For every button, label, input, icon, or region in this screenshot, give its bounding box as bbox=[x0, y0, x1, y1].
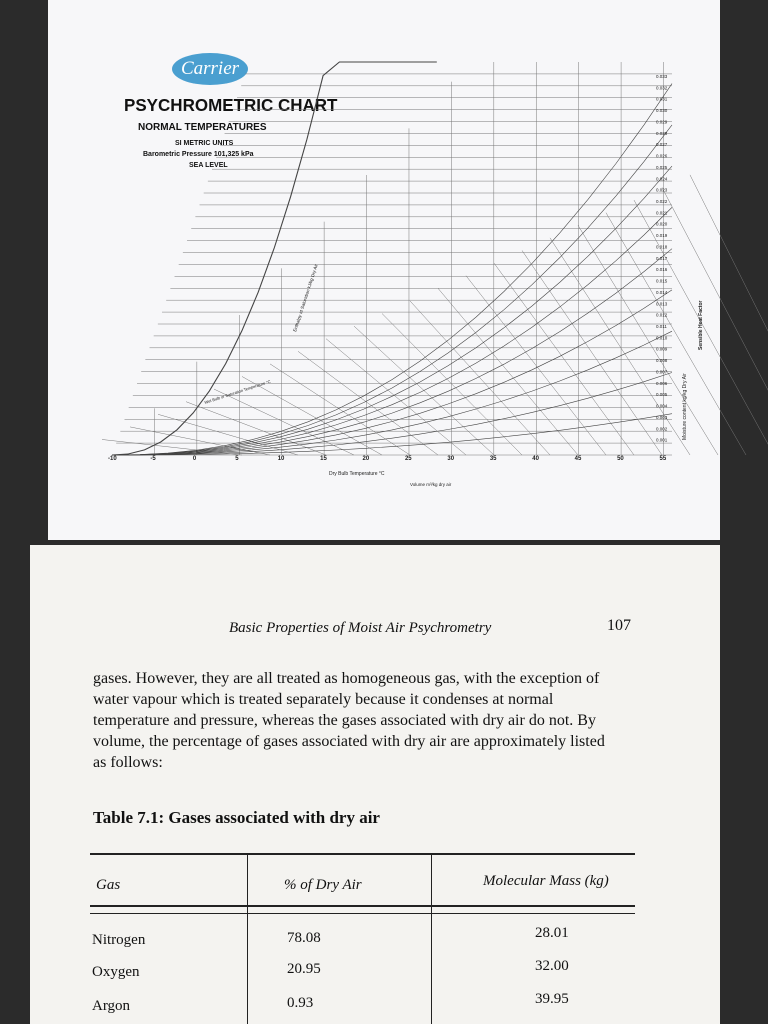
y-tick-label: 0.010 bbox=[656, 335, 668, 341]
table-top-rule bbox=[90, 853, 635, 855]
rh-curve bbox=[112, 331, 672, 455]
y-tick-label: 0.023 bbox=[656, 187, 668, 193]
x-tick-label: 0 bbox=[192, 456, 197, 462]
rh-curve bbox=[112, 249, 672, 455]
x-tick-label: -10 bbox=[108, 456, 117, 462]
body-paragraph bbox=[93, 668, 638, 773]
table-cell: 20.95 bbox=[287, 961, 321, 977]
y-tick-label: 0.020 bbox=[656, 221, 668, 227]
y-tick-label: 0.017 bbox=[656, 255, 668, 261]
rh-curve bbox=[112, 166, 672, 455]
y-tick-label: 0.012 bbox=[656, 312, 668, 318]
x-tick-label: 15 bbox=[320, 456, 327, 462]
y-tick-label: 0.022 bbox=[656, 199, 668, 204]
table-header-gas: Gas bbox=[96, 877, 121, 893]
table-header-rule bbox=[90, 905, 635, 907]
y-tick-label: 0.015 bbox=[656, 278, 668, 284]
y-tick-label: 0.002 bbox=[656, 426, 668, 432]
y-tick-label: 0.009 bbox=[656, 346, 668, 352]
rh-curve bbox=[112, 290, 672, 455]
x-tick-label: -5 bbox=[150, 456, 156, 462]
page-number: 107 bbox=[607, 617, 631, 634]
y-tick-label: 0.031 bbox=[656, 96, 668, 102]
table-col-divider bbox=[431, 854, 432, 1024]
y-tick-label: 0.014 bbox=[656, 289, 668, 295]
y-tick-label: 0.011 bbox=[656, 324, 667, 329]
rh-curve bbox=[112, 84, 672, 455]
y-tick-label: 0.033 bbox=[656, 74, 668, 79]
y-tick-label: 0.016 bbox=[656, 267, 668, 273]
y-axis-label: Moisture content kg/kg Dry Air bbox=[682, 373, 688, 440]
y-tick-label: 0.004 bbox=[656, 403, 668, 409]
rh-curve bbox=[112, 414, 672, 455]
table-cell: 39.95 bbox=[535, 991, 569, 1007]
enthalpy-line bbox=[578, 225, 718, 455]
body-line: temperature and pressure, whereas the gases associated with dry air do not. By bbox=[93, 712, 596, 729]
x-tick-label: 20 bbox=[362, 456, 370, 462]
rh-curve bbox=[112, 373, 672, 456]
carrier-logo: Carrier bbox=[172, 53, 248, 85]
y-tick-label: 0.013 bbox=[656, 301, 668, 307]
x-tick-label: 55 bbox=[659, 456, 667, 462]
y-tick-label: 0.026 bbox=[656, 153, 668, 159]
y-tick-label: 0.018 bbox=[656, 244, 668, 250]
rh-curve bbox=[112, 207, 672, 455]
x-tick-label: 5 bbox=[235, 456, 239, 462]
y-tick-label: 0.006 bbox=[656, 380, 668, 386]
y-tick-label: 0.001 bbox=[656, 437, 668, 443]
y-tick-label: 0.029 bbox=[656, 119, 668, 125]
enthalpy-line bbox=[550, 238, 690, 455]
x-tick-label: 10 bbox=[277, 456, 285, 462]
y-tick-label: 0.027 bbox=[656, 142, 668, 148]
x-tick-label: 30 bbox=[447, 456, 455, 462]
y-tick-label: 0.019 bbox=[656, 233, 668, 239]
y-tick-label: 0.032 bbox=[656, 85, 668, 91]
x-axis-label: Dry Bulb Temperature °C bbox=[329, 471, 385, 477]
chart-subtitle: NORMAL TEMPERATURES bbox=[138, 122, 267, 133]
table-cell: Nitrogen bbox=[92, 932, 146, 948]
y-tick-label: 0.007 bbox=[656, 369, 668, 375]
y-tick-label: 0.024 bbox=[656, 176, 668, 182]
y-tick-label: 0.025 bbox=[656, 164, 668, 170]
x-tick-label: 25 bbox=[404, 456, 412, 462]
y-tick-label: 0.028 bbox=[656, 130, 668, 136]
x-tick-label: 35 bbox=[489, 456, 497, 462]
table-cell: Oxygen bbox=[92, 964, 140, 980]
enthalpy-label: Enthalpy at Saturation kJ/kg Dry Air bbox=[292, 263, 319, 333]
table-header-rule-2 bbox=[90, 913, 635, 914]
wet-bulb-label: Wet Bulb or Saturation Temperature °C bbox=[203, 378, 272, 405]
y-tick-label: 0.008 bbox=[656, 358, 668, 364]
chart-units: SI METRIC UNITS bbox=[175, 140, 234, 147]
body-line: as follows: bbox=[93, 754, 163, 771]
body-line: volume, the percentage of gases associated with dry air are approximately listed bbox=[93, 733, 605, 750]
x-tick-label: 50 bbox=[617, 456, 624, 462]
chart-pressure: Barometric Pressure 101,325 kPa bbox=[143, 151, 254, 158]
saturation-curve bbox=[112, 62, 437, 455]
shf-label: Sensible Heat Factor bbox=[698, 300, 704, 350]
table-caption: Table 7.1: Gases associated with dry air bbox=[93, 808, 380, 827]
table-cell: 78.08 bbox=[287, 930, 321, 946]
table-cell: Argon bbox=[92, 998, 131, 1014]
y-tick-label: 0.030 bbox=[656, 108, 668, 114]
table-cell: 32.00 bbox=[535, 958, 569, 974]
y-tick-label: 0.021 bbox=[656, 210, 668, 216]
x-tick-label: 40 bbox=[532, 456, 539, 462]
y-tick-label: 0.005 bbox=[656, 392, 668, 398]
table-header-mass: Molecular Mass (kg) bbox=[483, 873, 609, 889]
body-line: gases. However, they are all treated as homogeneous gas, with the exception of bbox=[93, 670, 600, 687]
enthalpy-line bbox=[606, 213, 746, 455]
x-tick-label: 45 bbox=[574, 456, 582, 462]
body-line: water vapour which is treated separately because it condenses at normal bbox=[93, 691, 554, 708]
table-header-percent: % of Dry Air bbox=[284, 877, 362, 893]
enthalpy-line bbox=[270, 364, 410, 455]
table-col-divider bbox=[247, 854, 248, 1024]
enthalpy-line bbox=[158, 414, 298, 455]
y-tick-label: 0.003 bbox=[656, 414, 668, 420]
volume-label: Volume m³/kg dry air bbox=[410, 482, 452, 487]
enthalpy-line bbox=[382, 314, 522, 456]
chart-title: PSYCHROMETRIC CHART bbox=[124, 95, 338, 116]
running-head: Basic Properties of Moist Air Psychrometry bbox=[229, 620, 492, 636]
table-cell: 0.93 bbox=[287, 995, 314, 1011]
table-cell: 28.01 bbox=[535, 925, 569, 941]
enthalpy-line bbox=[298, 351, 438, 455]
chart-level: SEA LEVEL bbox=[189, 162, 228, 169]
